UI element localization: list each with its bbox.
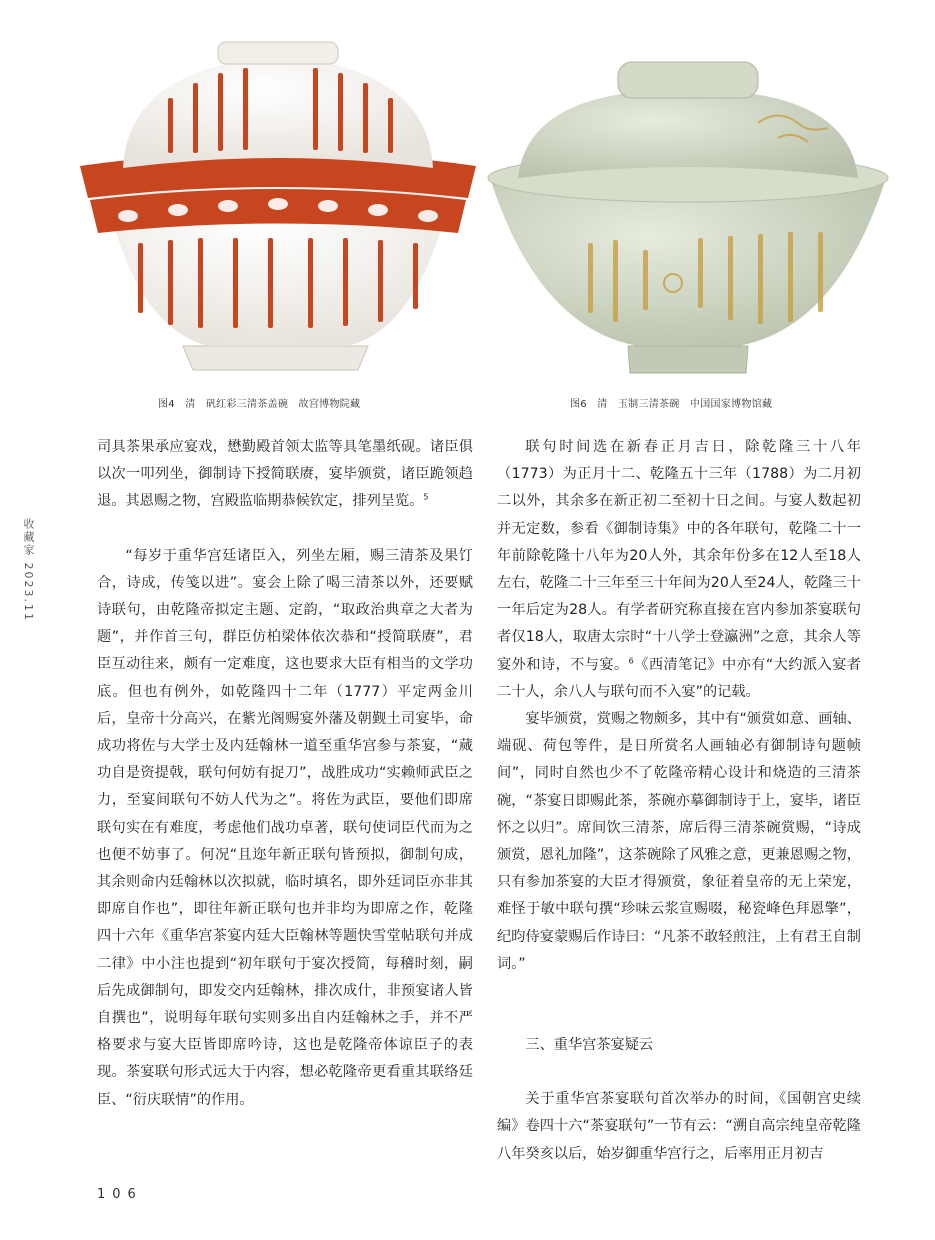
footnote-6-marker: 6 bbox=[628, 655, 634, 665]
left-text-column bbox=[97, 434, 473, 1114]
figure-4-iron-red-covered-bowl bbox=[68, 28, 488, 388]
left-paragraph-2: “每岁于重华宫廷诸臣入，列坐左厢，赐三清茶及果饤合，诗成，传笺以进”。宴会上除了喝三清茶以外，还要赋诗联句，由乾隆帝拟定主题、定韵，“取政治典章之大者为题”，并作首三句，群臣仿柏梁体依次恭和“授简联赓”，君臣互动往来，颇有一定难度，这也要求大臣有相当的文学功底。但也有例外，如乾隆四十二年（1777）平定两金川后，皇帝十分高兴，在紫光阁赐宴外藩及朝觐土司宴毕，命成功将佐与大学士及内廷翰林一道至重华宫参与茶宴，“蒇功自是资提戟，联句何妨有捉刀”，战胜成功“实赖师武臣之力，至宴间联句不妨人代为之”。将佐为武臣，要他们即席联句实在有难度，考虑他们战功卓著，联句使词臣代而为之也便不妨事了。何况“且迩年新正联句皆预拟，御制句成，其余则命内廷翰林以次拟就，临时填名，即外廷词臣亦非其即席自作也”，即往年新正联句也并非均为即席之作，乾隆四十六年《重华宫茶宴内廷大臣翰林等题快雪堂帖联句并成二律》中小注也提到“初年联句于宴次授简，每稽时刻，嗣后先成御制句，即发交内廷翰林，排次成什，非预宴诸人皆自撰也”，说明每年联句实则多出自内廷翰林之手，并不严格要求与宴大臣皆即席吟诗，这也是乾隆帝体谅臣子的表现。茶宴联句形式远大于内容，想必乾隆帝更看重其联络廷臣、“衍庆联情”的作用。 bbox=[97, 547, 473, 1108]
page-number: 106 bbox=[97, 1187, 143, 1202]
figure-6-caption: 图6 清 玉制三清茶碗 中国国家博物馆藏 bbox=[570, 399, 773, 410]
footnote-5-marker: 5 bbox=[423, 492, 429, 502]
left-paragraph-1 bbox=[97, 434, 473, 516]
section-heading: 三、重华宫茶宴疑云 bbox=[525, 1037, 654, 1054]
iron-red-bowl-image bbox=[68, 28, 488, 388]
right-paragraph-2: 宴毕颁赏，赏赐之物颇多，其中有“颁赏如意、画轴、端砚、荷包等件，是日所赏名人画轴必有御制诗句题帧间”，同时自然也少不了乾隆帝精心设计和烧造的三清茶碗，“茶宴日即赐此茶，茶碗亦摹御制诗于上，宴毕，诸臣怀之以归”。席间饮三清茶，席后得三清茶碗赏赐，“诗成颁赏，恩礼加隆”，这茶碗除了风雅之意，更兼恩赐之物，只有参加茶宴的大臣才得颁赏，象征着皇帝的无上荣宠，难怪于敏中联句撰“珍味云浆宣赐啜，秘瓷峰色拜恩擎”，纪昀侍宴蒙赐后作诗曰：“凡茶不敢轻煎注，上有君王自制词。” bbox=[497, 711, 861, 972]
figure-4-caption: 图4 清 矾红彩三清茶盖碗 故宫博物院藏 bbox=[158, 399, 361, 410]
right-paragraph-1-text: 联句时间选在新春正月吉日，除乾隆三十八年（1773）为正月十二、乾隆五十三年（1788）为二月初二以外，其余多在新正初二至初十日之间。与宴人数起初并无定数，参看《御制诗集》中的各年联句，乾隆二十一年前除乾隆十八年为20人外，其余年份多在12人至18人左右，乾隆二十三年至三十年间为20人至24人，乾隆三十一年后定为28人。有学者研究称直接在宫内参加茶宴联句者仅18人，取唐太宗时“十八学士登瀛洲”之意，其余人等宴外和诗，不与宴。 bbox=[497, 439, 861, 673]
figure-6-jade-tea-bowl bbox=[478, 28, 898, 388]
right-text-column bbox=[497, 434, 861, 1168]
right-paragraph-3: 关于重华宫茶宴联句首次举办的时间，《国朝宫史续编》卷四十六“茶宴联句”一节有云：“溯自高宗纯皇帝乾隆八年癸亥以后，始岁御重华宫行之，后率用正月初吉 bbox=[497, 1091, 861, 1162]
journal-issue-label: 收藏家 2023.11 bbox=[22, 518, 35, 622]
jade-bowl-image bbox=[478, 28, 898, 388]
right-paragraph-1 bbox=[497, 434, 861, 706]
left-paragraph-1-text: 司具茶果承应宴戏，懋勤殿首领太监等具笔墨纸砚。诸臣俱以次一叩列坐，御制诗下授简联赓，宴毕颁赏，诸臣跪领趋退。其恩赐之物，宫殿监临期恭候钦定，排列呈览。 bbox=[97, 439, 473, 510]
right-paragraph-1-tail: 《西清笔记》中亦有“大约派入宴者二十人，余八人与联句而不入宴”的记载。 bbox=[497, 656, 861, 700]
